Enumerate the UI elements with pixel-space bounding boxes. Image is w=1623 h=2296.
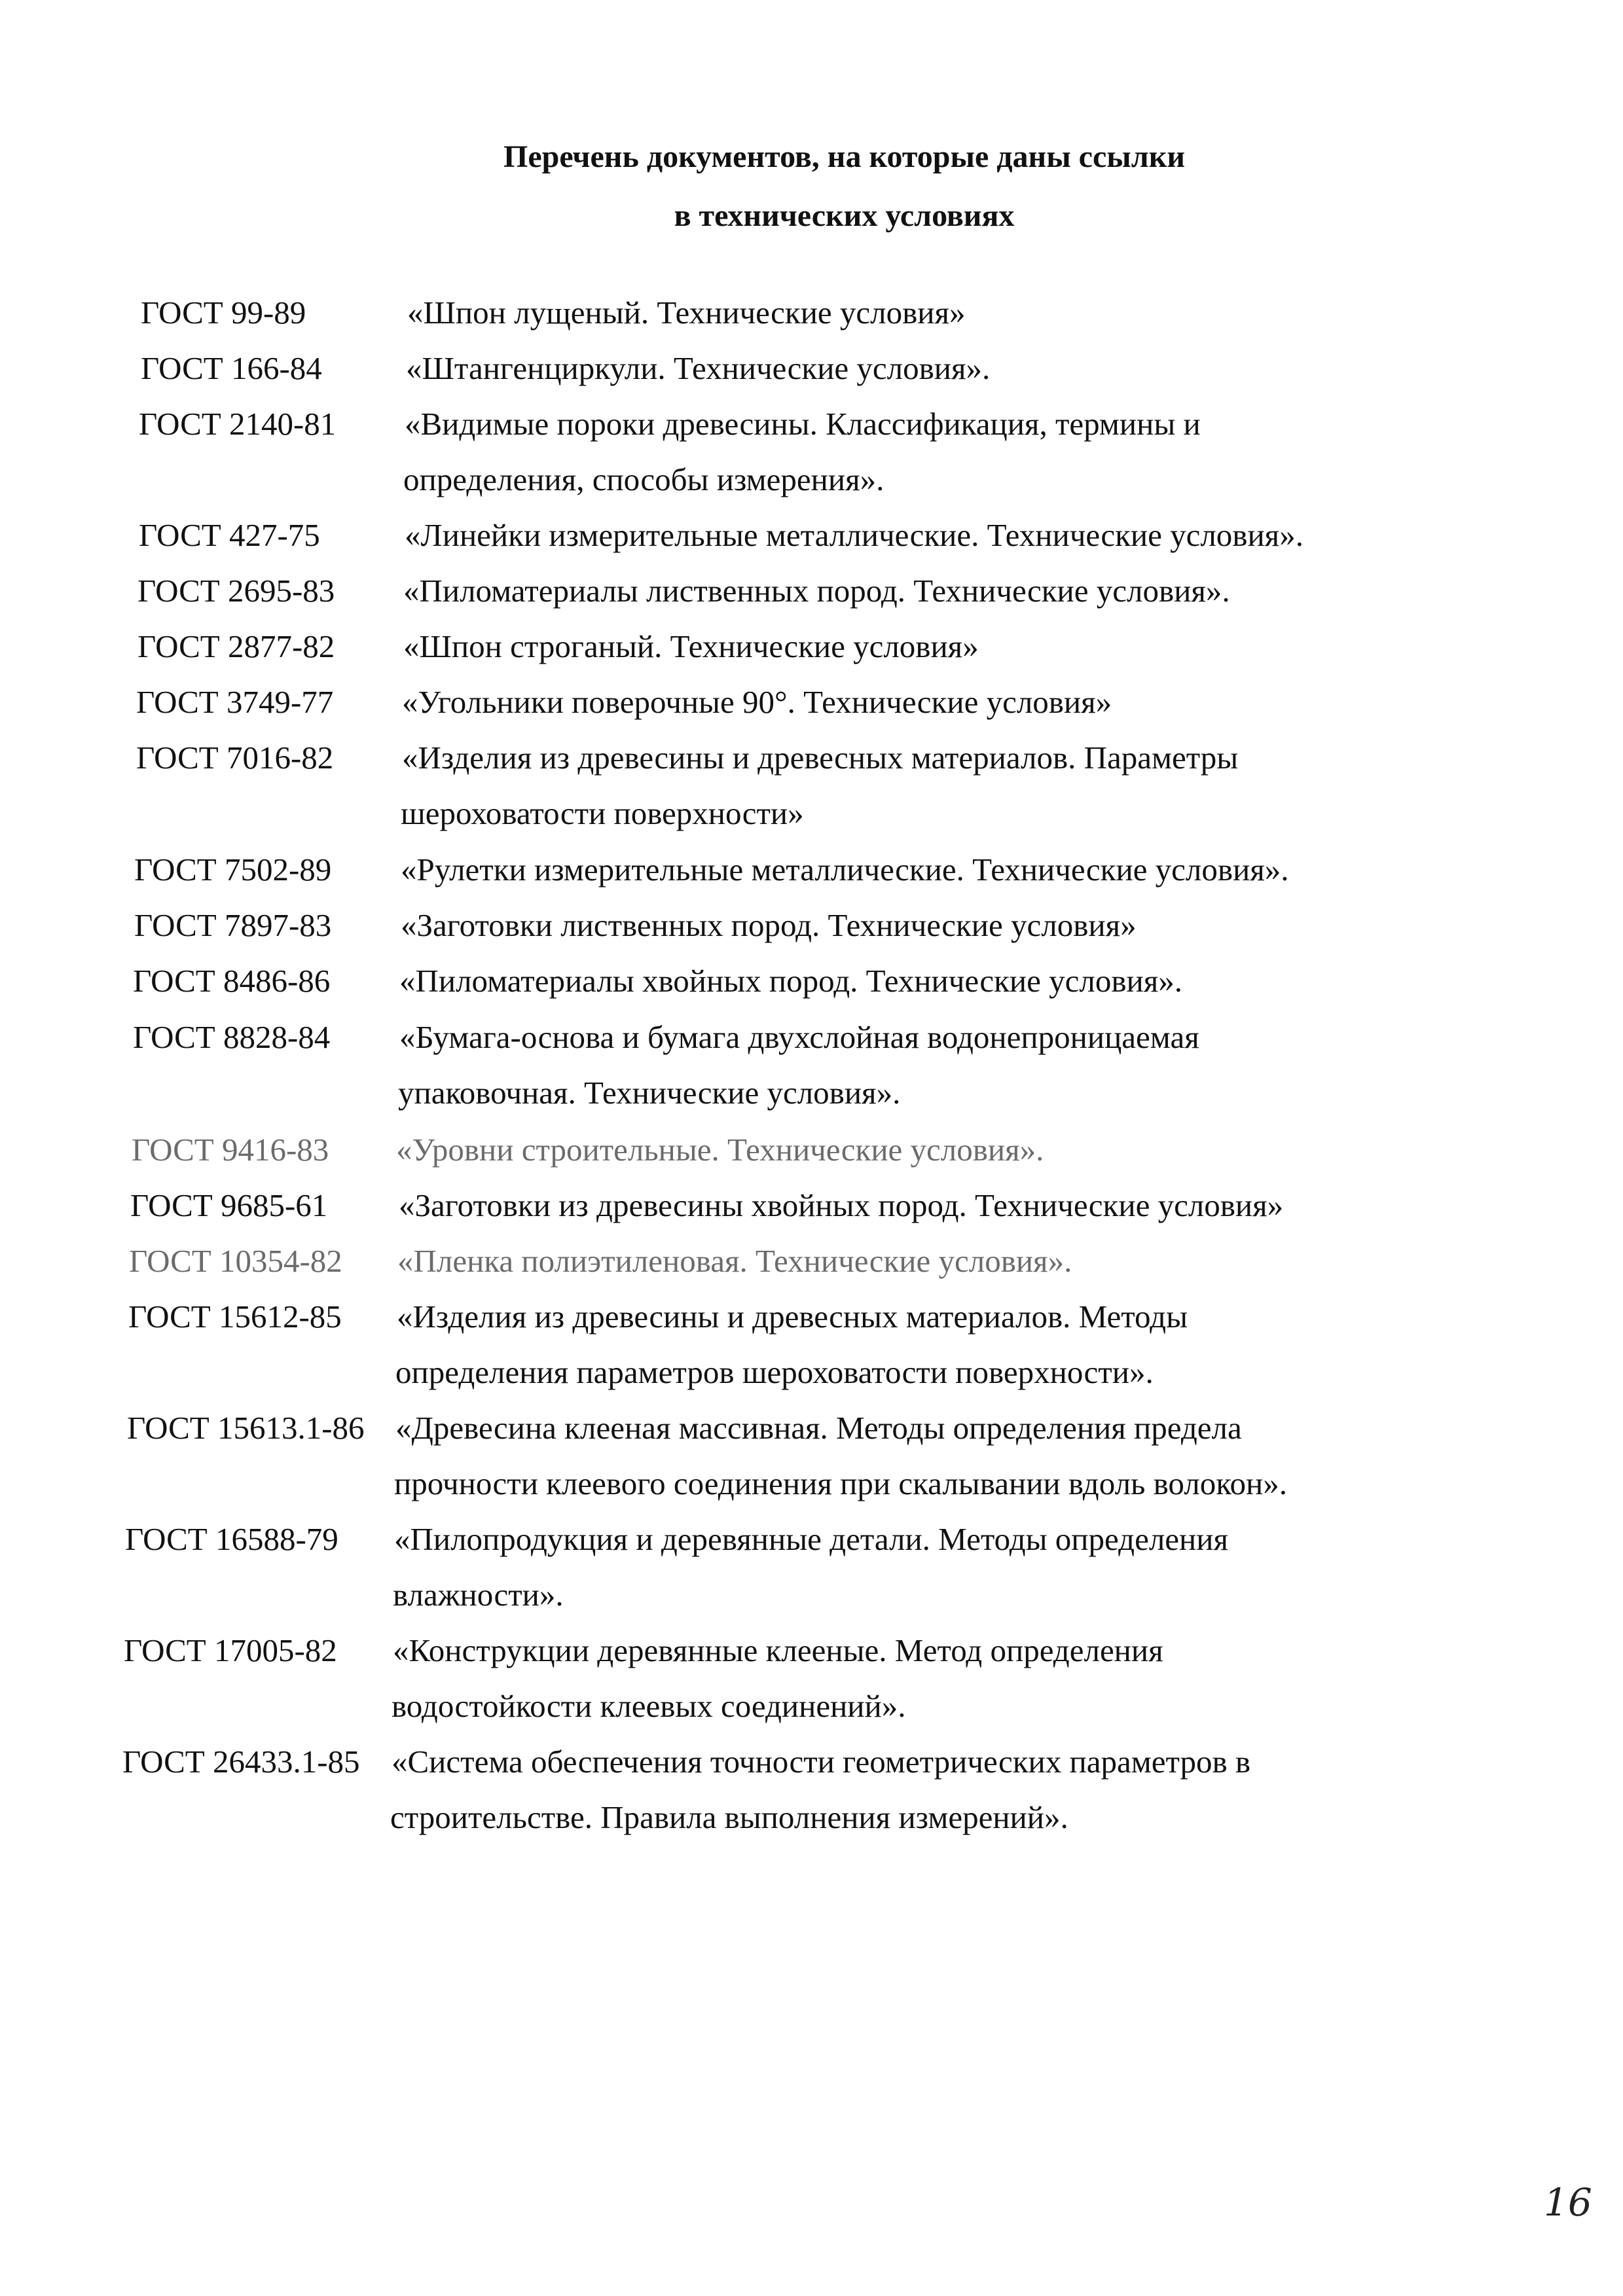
document-title: «Заготовки лиственных пород. Технические условия»: [401, 907, 1137, 943]
document-title: «Рулетки измерительные металлические. Технические условия».: [401, 852, 1289, 888]
document-code: ГОСТ 7502-89: [134, 852, 332, 888]
document-code: ГОСТ 8828-84: [133, 1019, 331, 1055]
document-title-continuation: строительстве. Правила выполнения измерений».: [390, 1799, 1068, 1835]
document-code: ГОСТ 3749-77: [136, 684, 334, 720]
document-title-continuation: влажности».: [393, 1577, 564, 1613]
document-title-continuation: упаковочная. Технические условия».: [398, 1075, 901, 1111]
document-title: «Система обеспечения точности геометрических параметров в: [392, 1744, 1250, 1780]
document-code: ГОСТ 8486-86: [133, 963, 331, 999]
document-title-line-1: Перечень документов, на которые даны ссылки: [503, 139, 1186, 174]
document-title: «Шпон лущеный. Технические условия»: [407, 295, 966, 331]
document-title: «Штангенциркули. Технические условия».: [406, 350, 991, 386]
document-code: ГОСТ 166-84: [141, 350, 322, 386]
document-title: «Изделия из древесины и древесных материалов. Параметры: [402, 740, 1239, 776]
page-number: 16: [1544, 2180, 1592, 2225]
document-code: ГОСТ 2695-83: [137, 573, 335, 609]
document-title: «Видимые пороки древесины. Классификация, термины и: [405, 406, 1201, 442]
document-code: ГОСТ 427-75: [139, 517, 320, 553]
document-title: «Пленка полиэтиленовая. Технические условия».: [397, 1243, 1072, 1279]
document-title: «Пилопродукция и деревянные детали. Методы определения: [394, 1521, 1228, 1557]
document-title: «Линейки измерительные металлические. Технические условия».: [405, 517, 1304, 553]
document-title: «Шпон строганый. Технические условия»: [403, 628, 979, 664]
document-code: ГОСТ 15612-85: [128, 1299, 342, 1335]
document-title: «Заготовки из древесины хвойных пород. Технические условия»: [399, 1187, 1284, 1223]
document-code: ГОСТ 16588-79: [125, 1521, 338, 1557]
document-code: ГОСТ 7016-82: [136, 740, 334, 776]
document-title: «Конструкции деревянные клееные. Метод определения: [393, 1632, 1163, 1668]
document-title-continuation: прочности клеевого соединения при скалывании вдоль волокон».: [394, 1465, 1288, 1501]
document-code: ГОСТ 2140-81: [139, 406, 337, 442]
document-title: «Изделия из древесины и древесных материалов. Методы: [397, 1299, 1188, 1335]
document-code: ГОСТ 15613.1-86: [127, 1410, 365, 1446]
document-title: «Древесина клееная массивная. Методы определения предела: [395, 1410, 1242, 1446]
document-code: ГОСТ 9416-83: [132, 1132, 329, 1168]
document-title: «Уровни строительные. Технические условия».: [396, 1132, 1044, 1168]
document-code: ГОСТ 26433.1-85: [122, 1744, 360, 1780]
document-code: ГОСТ 10354-82: [129, 1243, 342, 1279]
document-code: ГОСТ 99-89: [141, 295, 306, 331]
document-code: ГОСТ 9685-61: [130, 1187, 328, 1223]
document-title-continuation: определения, способы измерения».: [403, 461, 884, 497]
document-title-line-2: в технических условиях: [674, 198, 1015, 233]
document-title-continuation: определения параметров шероховатости поверхности».: [395, 1354, 1154, 1390]
document-code: ГОСТ 7897-83: [134, 907, 332, 943]
document-code: ГОСТ 2877-82: [137, 628, 335, 664]
document-title-continuation: шероховатости поверхности»: [401, 795, 804, 831]
document-title: «Пиломатериалы хвойных пород. Технические условия».: [399, 963, 1182, 999]
document-title: «Угольники поверочные 90°. Технические условия»: [402, 684, 1112, 720]
document-title-continuation: водостойкости клеевых соединений».: [392, 1688, 906, 1724]
document-title: «Бумага-основа и бумага двухслойная водонепроницаемая: [399, 1019, 1199, 1055]
document-code: ГОСТ 17005-82: [124, 1632, 337, 1668]
document-title: «Пиломатериалы лиственных пород. Технические условия».: [403, 573, 1230, 609]
